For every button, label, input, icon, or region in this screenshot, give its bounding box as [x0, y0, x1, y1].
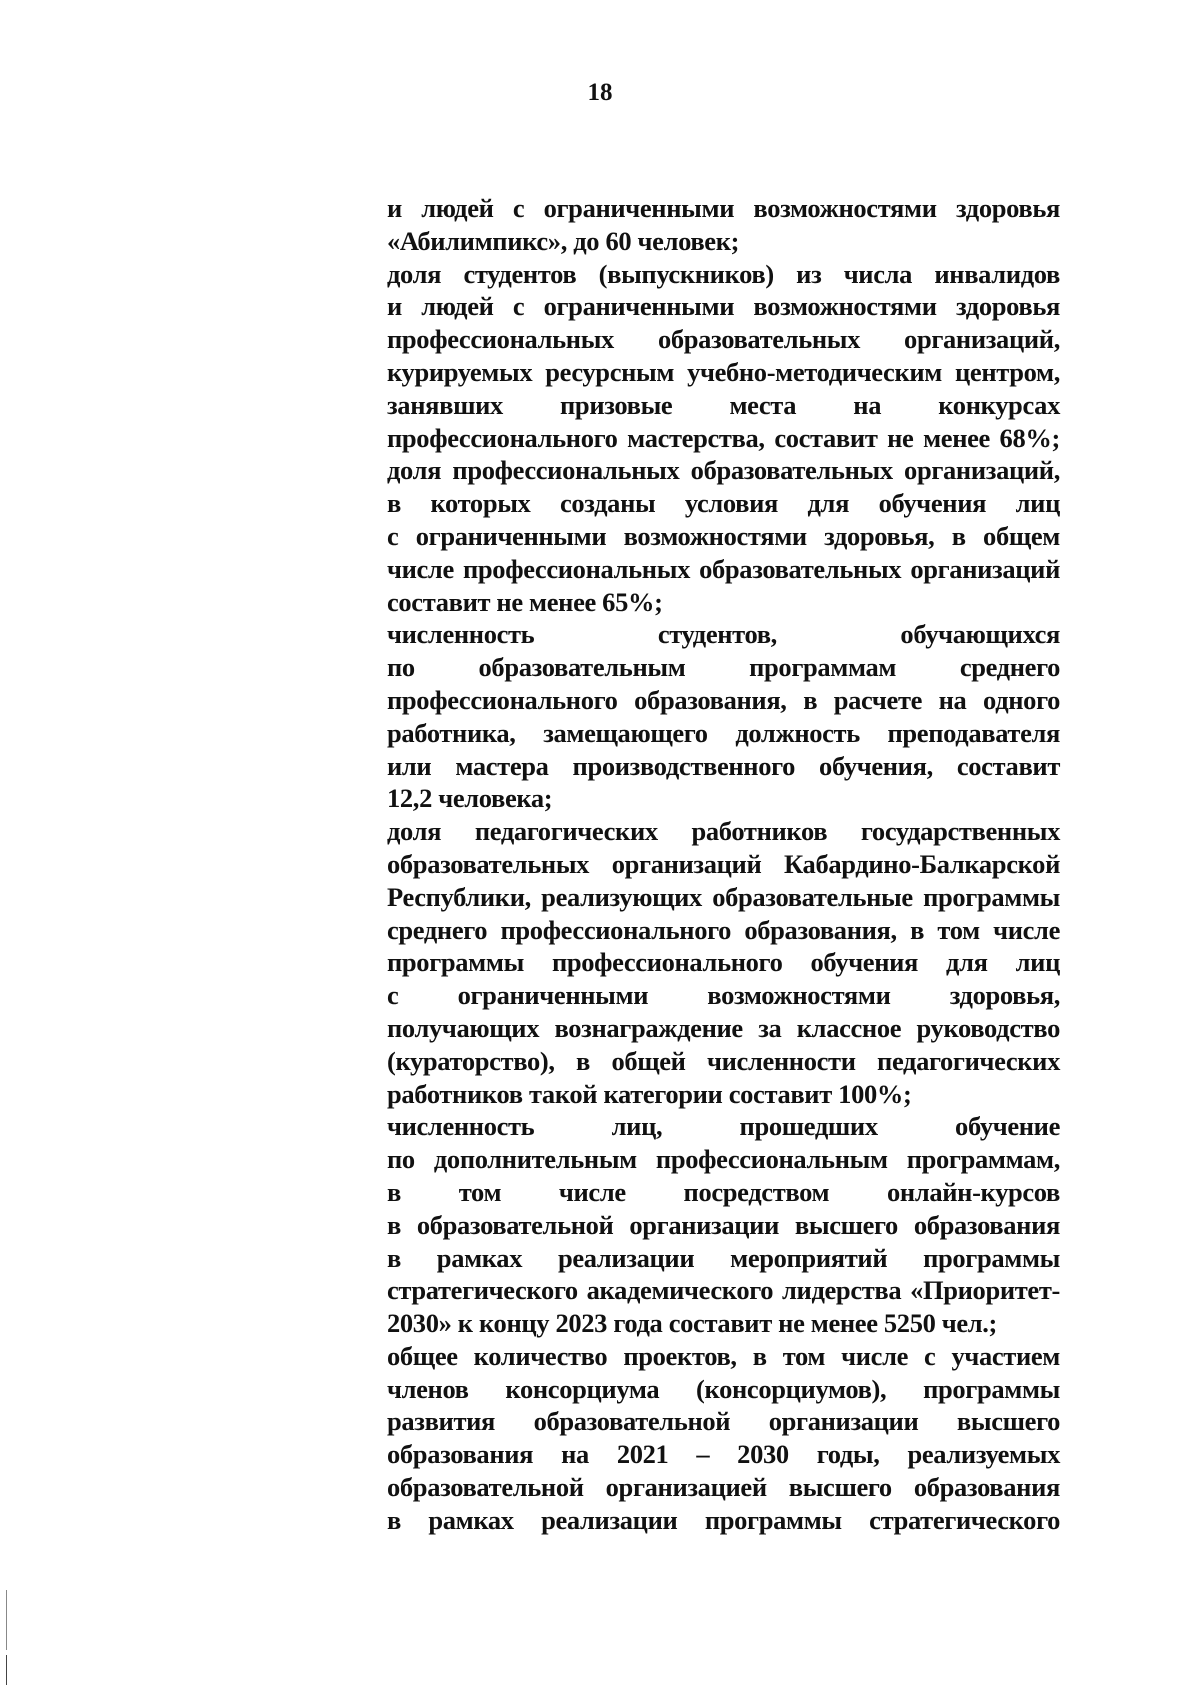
text-line: численность студентов, обучающихся — [387, 619, 1060, 650]
text-line: и людей с ограниченными возможностями здоровья — [387, 193, 1060, 223]
text-line: с ограниченными возможностями здоровья, — [387, 980, 1060, 1011]
text-line: 2030» к концу 2023 года составит не менее 5250 чел.; — [387, 1308, 998, 1339]
text-line: работника, замещающего должность преподавателя — [387, 717, 1060, 748]
text-line: доля профессиональных образовательных организаций, — [387, 455, 1060, 486]
text-line: получающих вознаграждение за классное руководство — [387, 1012, 1060, 1043]
text-line: числе профессиональных образовательных организаций — [387, 553, 1060, 584]
text-line: образовательных организаций Кабардино-Балкарской — [387, 848, 1060, 879]
text-line: составит не менее 65%; — [387, 586, 663, 617]
text-line: по образовательным программам среднего — [387, 652, 1060, 683]
text-line: в рамках реализации мероприятий программы — [387, 1242, 1060, 1273]
scan-artifact — [6, 1655, 7, 1685]
text-line: развития образовательной организации высшего — [387, 1406, 1060, 1437]
text-line: по дополнительным профессиональным программам, — [387, 1144, 1060, 1175]
text-line: «Абилимпикс», до 60 человек; — [387, 225, 740, 256]
text-line: стратегического академического лидерства «Приоритет- — [387, 1275, 1060, 1306]
text-line: общее количество проектов, в том числе с участием — [387, 1340, 1060, 1371]
text-line: курируемых ресурсным учебно-методическим центром, — [387, 356, 1060, 387]
text-line: с ограниченными возможностями здоровья, в общем — [387, 520, 1060, 551]
text-line: профессиональных образовательных организаций, — [387, 324, 1060, 355]
text-line: профессионального образования, в расчете на одного — [387, 684, 1060, 715]
page-number: 18 — [587, 79, 613, 106]
text-line: 12,2 человека; — [387, 783, 553, 814]
text-line: среднего профессионального образования, в том числе — [387, 914, 1060, 945]
text-line: в которых созданы условия для обучения лиц — [387, 488, 1060, 519]
text-line: в том числе посредством онлайн-курсов — [387, 1176, 1060, 1207]
text-line: занявших призовые места на конкурсах — [387, 389, 1060, 420]
text-line: в рамках реализации программы стратегического — [387, 1504, 1060, 1535]
body-text — [387, 192, 1060, 1537]
text-line: образовательной организацией высшего образования — [387, 1472, 1060, 1503]
text-line: образования на 2021 – 2030 годы, реализуемых — [387, 1439, 1060, 1470]
text-line: и людей с ограниченными возможностями здоровья — [387, 291, 1060, 322]
text-line: в образовательной организации высшего образования — [387, 1209, 1060, 1240]
scan-artifact — [6, 1590, 7, 1650]
text-line: или мастера производственного обучения, составит — [387, 750, 1060, 781]
text-line: (кураторство), в общей численности педагогических — [387, 1045, 1060, 1076]
text-line: Республики, реализующих образовательные программы — [387, 881, 1060, 912]
text-line: профессионального мастерства, составит не менее 68%; — [387, 422, 1060, 453]
text-line: доля педагогических работников государственных — [387, 816, 1060, 847]
text-line: членов консорциума (консорциумов), программы — [387, 1373, 1060, 1404]
text-line: работников такой категории составит 100%; — [387, 1078, 912, 1109]
text-line: программы профессионального обучения для лиц — [387, 947, 1060, 978]
text-line: численность лиц, прошедших обучение — [387, 1111, 1060, 1142]
text-line: доля студентов (выпускников) из числа инвалидов — [387, 258, 1060, 289]
